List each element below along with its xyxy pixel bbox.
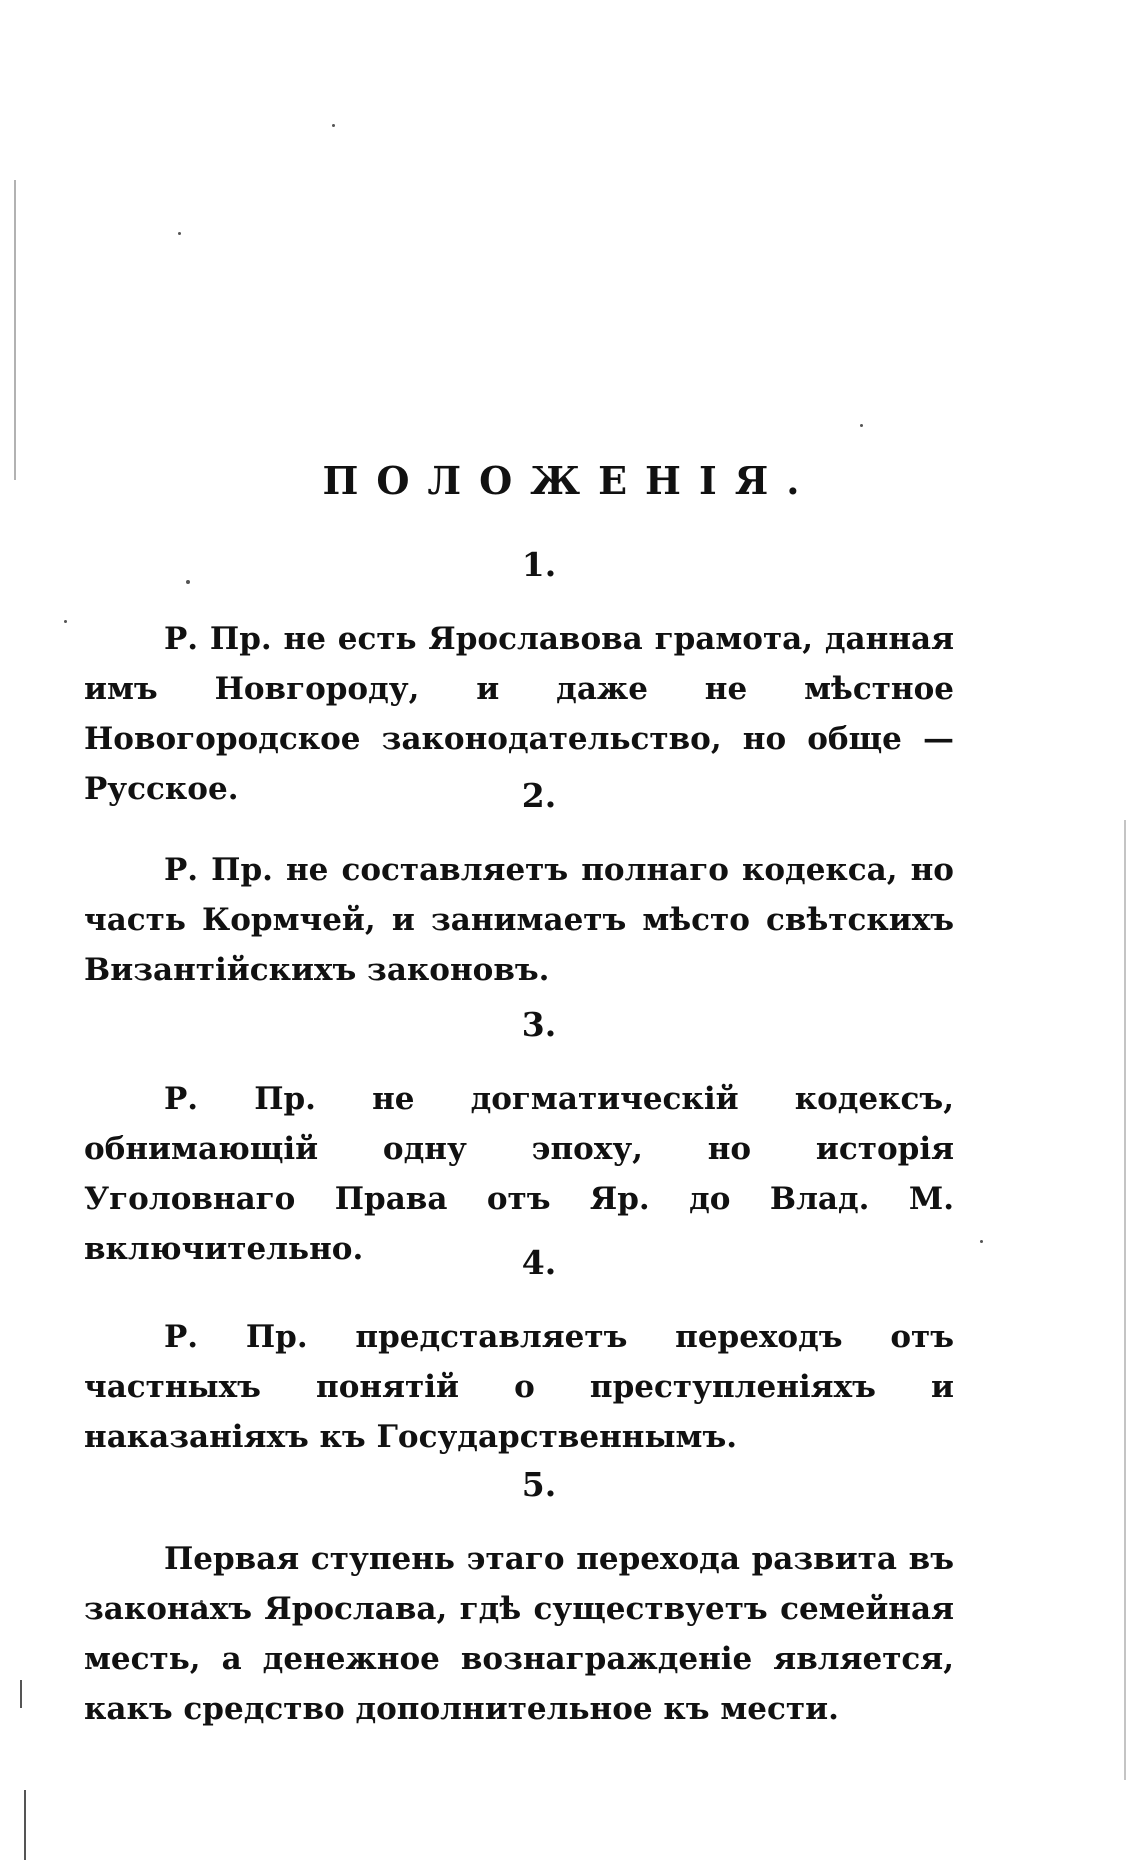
item-text: Р. Пр. не есть Ярославова грамота, данная имъ Новгороду, и даже не мѣстное Новогородское законодательство, но обще — Русское. bbox=[84, 621, 954, 807]
item-text: Р. Пр. не догматическій кодексъ, обнимающій одну эпоху, но исторія Уголовнаго Права отъ Яр. до Влад. М. включительно. bbox=[84, 1081, 954, 1267]
left-margin-mark bbox=[20, 1680, 22, 1708]
paper-speck bbox=[178, 232, 181, 235]
item-2 bbox=[84, 776, 954, 995]
paper-speck bbox=[64, 620, 67, 623]
item-4 bbox=[84, 1243, 954, 1462]
item-3 bbox=[84, 1005, 954, 1274]
right-margin-mark bbox=[1124, 820, 1126, 1780]
item-text: Р. Пр. не составляетъ полнаго кодекса, но часть Кормчей, и занимаетъ мѣсто свѣтскихъ Византійскихъ законовъ. bbox=[84, 852, 954, 988]
item-text: Р. Пр. представляетъ переходъ отъ частныхъ понятій о преступленіяхъ и наказаніяхъ къ Государственнымъ. bbox=[84, 1319, 954, 1455]
paper-speck bbox=[980, 1240, 983, 1243]
left-margin-mark bbox=[14, 180, 16, 480]
item-text: Первая ступень этаго перехода развита въ законахъ Ярослава, гдѣ существуетъ семейная месть, а денежное вознагражденіе является, какъ средство дополнительное къ мести. bbox=[84, 1541, 954, 1727]
item-number: 3. bbox=[521, 1005, 557, 1044]
item-number: 4. bbox=[521, 1243, 557, 1282]
paper-speck bbox=[860, 424, 863, 427]
item-number: 2. bbox=[521, 776, 557, 815]
item-number: 1. bbox=[521, 545, 557, 584]
paper-speck bbox=[332, 124, 335, 127]
page-title: ПОЛОЖЕНІЯ. bbox=[322, 458, 818, 503]
item-number: 5. bbox=[521, 1465, 557, 1504]
item-1 bbox=[84, 545, 954, 814]
item-5 bbox=[84, 1465, 954, 1734]
left-margin-mark bbox=[24, 1790, 26, 1860]
